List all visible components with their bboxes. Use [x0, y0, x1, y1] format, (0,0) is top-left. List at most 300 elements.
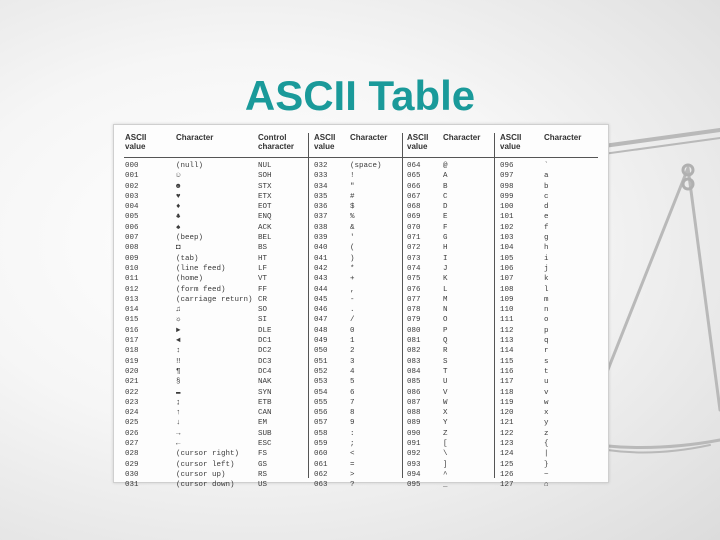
table-cell: 8 [350, 409, 355, 418]
table-cell: (space) [350, 162, 382, 170]
table-cell: T [443, 367, 448, 376]
table-cell: ( [350, 244, 355, 253]
table-cell: g [544, 234, 549, 243]
table-cell: 108 [500, 285, 514, 294]
table-cell: 4 [350, 367, 355, 376]
table-cell: W [443, 398, 448, 407]
table-cell: ENQ [258, 213, 272, 222]
table-cell: = [350, 460, 355, 469]
table-cell: 085 [407, 378, 421, 387]
table-cell: 125 [500, 460, 514, 469]
table-cell: 037 [314, 213, 328, 222]
table-cell: (cursor right) [176, 450, 240, 459]
table-cell: 100 [500, 203, 514, 212]
table-cell: 023 [125, 398, 139, 407]
table-cell: (home) [176, 275, 204, 284]
table-cell: " [350, 182, 355, 191]
table-cell: LF [258, 264, 268, 273]
table-cell: A [443, 172, 448, 181]
table-cell: 070 [407, 223, 421, 232]
table-cell: 038 [314, 223, 328, 232]
table-cell: , [350, 285, 355, 294]
table-cell: 120 [500, 409, 514, 418]
table-cell: $ [350, 203, 355, 212]
table-cell: 053 [314, 378, 328, 387]
table-cell: 1 [350, 337, 355, 346]
table-cell: STX [258, 182, 272, 191]
table-cell: C [443, 192, 448, 201]
table-cell: b [544, 182, 549, 191]
table-cell: # [350, 192, 355, 201]
table-cell: ‼ [176, 357, 181, 366]
table-cell: \ [443, 450, 448, 459]
table-cell: 018 [125, 347, 139, 356]
ascii-table-image [113, 124, 609, 490]
table-cell: → [176, 429, 181, 438]
table-cell: 046 [314, 306, 328, 315]
table-cell: } [544, 460, 549, 469]
table-cell: GS [258, 460, 268, 469]
table-cell: 097 [500, 172, 514, 181]
header-ascii-value: ASCII value [407, 133, 429, 151]
table-cell: ♫ [176, 306, 181, 315]
table-cell: 071 [407, 234, 421, 243]
table-cell: 088 [407, 409, 421, 418]
character-column [350, 161, 382, 491]
table-cell: 054 [314, 388, 328, 397]
table-cell: 055 [314, 398, 328, 407]
table-cell: % [350, 213, 355, 222]
table-cell: x [544, 409, 549, 418]
table-cell: D [443, 203, 448, 212]
table-cell: ) [350, 254, 355, 263]
table-cell: 007 [125, 234, 139, 243]
table-cell: 099 [500, 192, 514, 201]
table-cell: 105 [500, 254, 514, 263]
table-cell: 126 [500, 470, 514, 479]
table-cell: SOH [258, 172, 272, 181]
table-cell: u [544, 378, 549, 387]
table-cell: ← [176, 440, 181, 449]
table-cell: DC3 [258, 357, 272, 366]
table-cell: i [544, 254, 549, 263]
table-cell: ☺ [176, 172, 181, 181]
table-cell: ☻ [176, 182, 181, 191]
table-cell: 087 [407, 398, 421, 407]
table-cell: 101 [500, 213, 514, 222]
table-cell: c [544, 192, 549, 201]
table-cell: 044 [314, 285, 328, 294]
table-cell: @ [443, 162, 448, 170]
table-cell: P [443, 326, 448, 335]
table-cell: FF [258, 285, 268, 294]
table-cell: 016 [125, 326, 139, 335]
table-cell: 010 [125, 264, 139, 273]
table-cell: US [258, 481, 268, 490]
table-cell: (tab) [176, 254, 199, 263]
table-cell: 006 [125, 223, 139, 232]
group-divider [308, 133, 309, 478]
table-cell: f [544, 223, 549, 232]
table-cell: 029 [125, 460, 139, 469]
table-cell: 114 [500, 347, 514, 356]
table-cell: ¶ [176, 367, 181, 376]
table-cell: Q [443, 337, 448, 346]
table-cell: | [544, 450, 549, 459]
table-cell: (beep) [176, 234, 204, 243]
table-cell: 001 [125, 172, 139, 181]
header-ascii-value: ASCII value [125, 133, 147, 151]
table-cell: S [443, 357, 448, 366]
table-cell: 9 [350, 419, 355, 428]
table-cell: 124 [500, 450, 514, 459]
table-cell: / [350, 316, 355, 325]
table-cell: _ [443, 481, 448, 490]
table-cell: ; [350, 440, 355, 449]
table-cell: 086 [407, 388, 421, 397]
table-cell: ` [544, 162, 549, 170]
table-cell: ETB [258, 398, 272, 407]
table-cell: 079 [407, 316, 421, 325]
table-cell: 067 [407, 192, 421, 201]
header-character: Character [544, 133, 582, 142]
table-cell: 025 [125, 419, 139, 428]
table-cell: 008 [125, 244, 139, 253]
table-cell: G [443, 234, 448, 243]
table-cell: ACK [258, 223, 272, 232]
table-cell: 3 [350, 357, 355, 366]
table-cell: w [544, 398, 549, 407]
table-cell: EOT [258, 203, 272, 212]
table-cell: E [443, 213, 448, 222]
table-cell: 005 [125, 213, 139, 222]
table-cell: HT [258, 254, 268, 263]
table-cell: 080 [407, 326, 421, 335]
ascii-value-column [500, 161, 514, 491]
table-cell: 083 [407, 357, 421, 366]
table-cell: X [443, 409, 448, 418]
table-cell: V [443, 388, 448, 397]
table-cell: 081 [407, 337, 421, 346]
table-cell: 013 [125, 295, 139, 304]
table-cell: q [544, 337, 549, 346]
table-cell: 113 [500, 337, 514, 346]
table-cell: 121 [500, 419, 514, 428]
table-cell: e [544, 213, 549, 222]
table-cell: N [443, 306, 448, 315]
table-cell: 026 [125, 429, 139, 438]
table-cell: & [350, 223, 355, 232]
table-cell: 019 [125, 357, 139, 366]
table-cell: VT [258, 275, 268, 284]
table-cell: (carriage return) [176, 295, 253, 304]
table-cell: 0 [350, 326, 355, 335]
table-cell: 031 [125, 481, 139, 490]
table-cell: 021 [125, 378, 139, 387]
table-cell: (form feed) [176, 285, 226, 294]
table-cell: 6 [350, 388, 355, 397]
table-cell: (line feed) [176, 264, 226, 273]
table-cell: h [544, 244, 549, 253]
table-cell: 092 [407, 450, 421, 459]
table-cell: 123 [500, 440, 514, 449]
table-cell: y [544, 419, 549, 428]
table-cell: BEL [258, 234, 272, 243]
table-cell: t [544, 367, 549, 376]
table-cell: ! [350, 172, 355, 181]
table-cell: ⌂ [544, 481, 549, 490]
table-cell: d [544, 203, 549, 212]
table-cell: n [544, 306, 549, 315]
table-cell: 003 [125, 192, 139, 201]
table-cell: 065 [407, 172, 421, 181]
table-cell: 110 [500, 306, 514, 315]
control-character-column [258, 161, 272, 491]
table-cell: 089 [407, 419, 421, 428]
table-cell: 111 [500, 316, 514, 325]
table-cell: BS [258, 244, 268, 253]
table-cell: 063 [314, 481, 328, 490]
header-rule [124, 157, 598, 158]
table-cell: 066 [407, 182, 421, 191]
table-cell: 5 [350, 378, 355, 387]
table-cell: > [350, 470, 355, 479]
table-cell: (cursor up) [176, 470, 226, 479]
table-cell: CAN [258, 409, 272, 418]
table-cell: * [350, 264, 355, 273]
table-cell: 107 [500, 275, 514, 284]
table-cell: 074 [407, 264, 421, 273]
header-character: Character [176, 133, 214, 142]
table-cell: . [350, 306, 355, 315]
table-cell: 061 [314, 460, 328, 469]
table-cell: FS [258, 450, 268, 459]
table-cell: [ [443, 440, 448, 449]
table-cell: ◄ [176, 337, 181, 346]
table-cell: 011 [125, 275, 139, 284]
table-cell: 004 [125, 203, 139, 212]
table-cell: 041 [314, 254, 328, 263]
table-cell: ESC [258, 440, 272, 449]
table-cell: J [443, 264, 448, 273]
table-cell: 015 [125, 316, 139, 325]
table-cell: o [544, 316, 549, 325]
table-cell: 098 [500, 182, 514, 191]
table-cell: ▬ [176, 388, 181, 397]
table-cell: 068 [407, 203, 421, 212]
table-cell: 109 [500, 295, 514, 304]
table-cell: 035 [314, 192, 328, 201]
table-cell: + [350, 275, 355, 284]
table-cell: 104 [500, 244, 514, 253]
table-cell: 064 [407, 162, 421, 170]
table-cell: ↕ [176, 347, 181, 356]
table-cell: 050 [314, 347, 328, 356]
table-cell: M [443, 295, 448, 304]
table-cell: DLE [258, 326, 272, 335]
table-cell: 116 [500, 367, 514, 376]
table-cell: SO [258, 306, 268, 315]
table-cell: B [443, 182, 448, 191]
table-cell: 039 [314, 234, 328, 243]
table-cell: : [350, 429, 355, 438]
table-cell: 028 [125, 450, 139, 459]
table-cell: ? [350, 481, 355, 490]
table-cell: 059 [314, 440, 328, 449]
ascii-value-column [407, 161, 421, 491]
table-cell: 024 [125, 409, 139, 418]
character-column [443, 161, 448, 491]
table-cell: RS [258, 470, 268, 479]
table-cell: 040 [314, 244, 328, 253]
table-cell: 096 [500, 162, 514, 170]
table-cell: DC4 [258, 367, 272, 376]
table-cell: O [443, 316, 448, 325]
table-cell: 032 [314, 162, 328, 170]
table-cell: 117 [500, 378, 514, 387]
table-cell: 112 [500, 326, 514, 335]
group-divider [402, 133, 403, 478]
table-cell: a [544, 172, 549, 181]
table-cell: 048 [314, 326, 328, 335]
table-cell: SI [258, 316, 268, 325]
table-cell: ETX [258, 192, 272, 201]
table-cell: 072 [407, 244, 421, 253]
table-cell: NAK [258, 378, 272, 387]
table-cell: ^ [443, 470, 448, 479]
table-cell: p [544, 326, 549, 335]
table-cell: ☼ [176, 316, 181, 325]
table-cell: 036 [314, 203, 328, 212]
table-cell: CR [258, 295, 268, 304]
table-cell: 2 [350, 347, 355, 356]
table-cell: 049 [314, 337, 328, 346]
table-cell: j [544, 264, 549, 273]
table-cell: R [443, 347, 448, 356]
table-cell: < [350, 450, 355, 459]
table-cell: 051 [314, 357, 328, 366]
table-cell: ♣ [176, 213, 181, 222]
table-cell: ♦ [176, 203, 181, 212]
table-cell: 030 [125, 470, 139, 479]
table-cell: 075 [407, 275, 421, 284]
table-cell: 022 [125, 388, 139, 397]
table-cell: 115 [500, 357, 514, 366]
table-cell: 002 [125, 182, 139, 191]
header-ascii-value: ASCII value [314, 133, 336, 151]
table-cell: 076 [407, 285, 421, 294]
table-cell: 073 [407, 254, 421, 263]
table-cell: 057 [314, 419, 328, 428]
table-cell: 020 [125, 367, 139, 376]
table-cell: 056 [314, 409, 328, 418]
table-cell: DC2 [258, 347, 272, 356]
table-cell: ~ [544, 470, 549, 479]
table-cell: 062 [314, 470, 328, 479]
table-cell: 094 [407, 470, 421, 479]
table-cell: § [176, 378, 181, 387]
table-cell: 082 [407, 347, 421, 356]
table-cell: 034 [314, 182, 328, 191]
table-cell: 122 [500, 429, 514, 438]
table-cell: 095 [407, 481, 421, 490]
table-cell: K [443, 275, 448, 284]
header-control-character: Control character [258, 133, 295, 151]
table-cell: ♥ [176, 192, 181, 201]
table-cell: - [350, 295, 355, 304]
table-cell: 058 [314, 429, 328, 438]
header-character: Character [443, 133, 481, 142]
table-cell: ◘ [176, 244, 181, 253]
table-cell: Y [443, 419, 448, 428]
table-cell: k [544, 275, 549, 284]
table-cell: F [443, 223, 448, 232]
table-cell: 014 [125, 306, 139, 315]
table-cell: 078 [407, 306, 421, 315]
table-cell: H [443, 244, 448, 253]
table-cell: v [544, 388, 549, 397]
table-cell: 127 [500, 481, 514, 490]
table-cell: EM [258, 419, 268, 428]
table-cell: ↑ [176, 409, 181, 418]
table-cell: 033 [314, 172, 328, 181]
table-cell: (cursor down) [176, 481, 235, 490]
table-cell: 103 [500, 234, 514, 243]
table-cell: { [544, 440, 549, 449]
table-cell: SYN [258, 388, 272, 397]
ascii-value-column [314, 161, 328, 491]
table-cell: 077 [407, 295, 421, 304]
table-cell: s [544, 357, 549, 366]
group-divider [494, 133, 495, 478]
table-cell: 091 [407, 440, 421, 449]
table-cell: z [544, 429, 549, 438]
table-cell: ' [350, 234, 355, 243]
table-cell: 119 [500, 398, 514, 407]
table-cell: 093 [407, 460, 421, 469]
table-cell: m [544, 295, 549, 304]
table-cell: 7 [350, 398, 355, 407]
table-cell: U [443, 378, 448, 387]
character-column [544, 161, 549, 491]
table-cell: 106 [500, 264, 514, 273]
table-cell: ♠ [176, 223, 181, 232]
table-cell: 043 [314, 275, 328, 284]
table-cell: L [443, 285, 448, 294]
table-cell: l [544, 285, 549, 294]
table-cell: 060 [314, 450, 328, 459]
table-cell: 052 [314, 367, 328, 376]
table-cell: 102 [500, 223, 514, 232]
table-cell: NUL [258, 162, 272, 170]
table-cell: ↨ [176, 398, 181, 407]
table-cell: 090 [407, 429, 421, 438]
table-cell: ] [443, 460, 448, 469]
slide-title: ASCII Table [244, 72, 476, 120]
ascii-value-column [125, 161, 139, 491]
table-cell: (null) [176, 162, 204, 170]
table-cell: 084 [407, 367, 421, 376]
table-cell: 027 [125, 440, 139, 449]
table-cell: 009 [125, 254, 139, 263]
table-cell: r [544, 347, 549, 356]
table-cell: (cursor left) [176, 460, 235, 469]
table-cell: DC1 [258, 337, 272, 346]
header-character: Character [350, 133, 388, 142]
table-cell: I [443, 254, 448, 263]
table-cell: 069 [407, 213, 421, 222]
table-cell: 118 [500, 388, 514, 397]
